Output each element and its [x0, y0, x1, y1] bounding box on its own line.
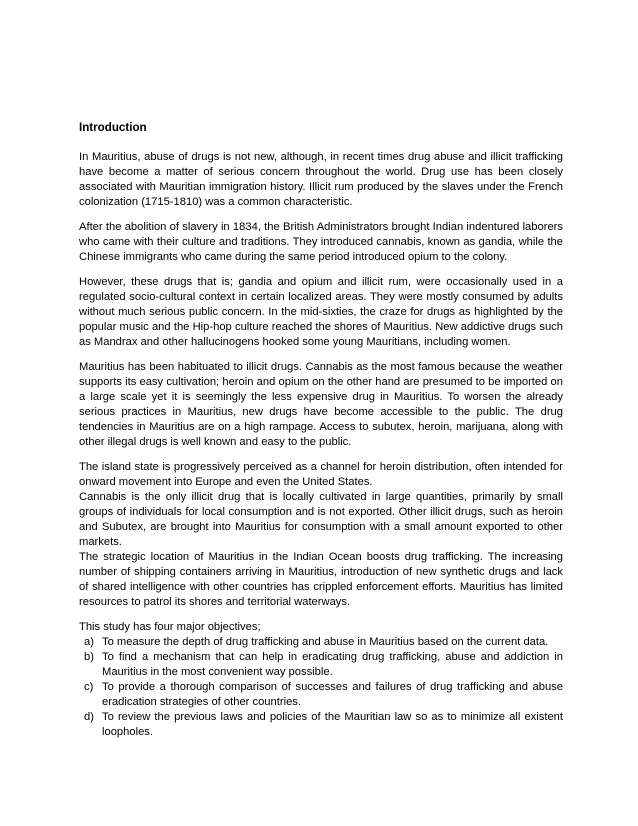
paragraph: Cannabis is the only illicit drug that is locally cultivated in large quantities, primarily by small groups of individuals for local consumption and is not exported. Other illicit drugs, such as heroin and Subutex, are brought into Mauritius for consumption with a small amount exported to other markets.	[79, 491, 563, 548]
list-marker: d)	[84, 711, 94, 723]
list-item	[79, 710, 563, 740]
list-item	[79, 635, 563, 650]
list-marker: a)	[84, 636, 94, 648]
list-marker: b)	[84, 651, 94, 663]
list-item-text: To measure the depth of drug trafficking and abuse in Mauritius based on the current data.	[102, 636, 549, 648]
paragraph: After the abolition of slavery in 1834, the British Administrators brought Indian indentured laborers who came with their culture and traditions. They introduced cannabis, known as gandia, while the Chinese immigrants who came during the same period introduced opium to the colony.	[79, 221, 563, 263]
list-item	[79, 680, 563, 710]
list-item	[79, 650, 563, 680]
document-body	[79, 120, 563, 740]
objectives-intro: This study has four major objectives;	[79, 621, 261, 633]
section-heading: Introduction	[79, 121, 147, 134]
list-item-text: To provide a thorough comparison of successes and failures of drug trafficking and abuse eradication strategies of other countries.	[102, 681, 563, 708]
paragraph: Mauritius has been habituated to illicit drugs. Cannabis as the most famous because the weather supports its easy cultivation; heroin and opium on the other hand are presumed to be imported on a large scale yet it is seemingly the less expensive drug in Mauritius. To worsen the already serious practices in Mauritius, new drugs have become accessible to the public. The drug tendencies in Mauritius are on a high rampage. Access to subutex, heroin, marijuana, along with other illegal drugs is well known and easy to the public.	[79, 361, 563, 448]
paragraph: In Mauritius, abuse of drugs is not new, although, in recent times drug abuse and illicit trafficking have become a matter of serious concern throughout the world. Drug use has been closely associated with Mauritian immigration history. Illicit rum produced by the slaves under the French colonization (1715-1810) was a common characteristic.	[79, 151, 563, 208]
paragraph: The strategic location of Mauritius in the Indian Ocean boosts drug trafficking. The increasing number of shipping containers arriving in Mauritius, introduction of new synthetic drugs and lack of shared intelligence with other countries has crippled enforcement efforts. Mauritius has limited resources to patrol its shores and territorial waterways.	[79, 551, 563, 608]
paragraph: However, these drugs that is; gandia and opium and illicit rum, were occasionally used in a regulated socio-cultural context in certain localized areas. They were mostly consumed by adults without much serious public concern. In the mid-sixties, the craze for drugs as highlighted by the popular music and the Hip-hop culture reached the shores of Mauritius. New addictive drugs such as Mandrax and other hallucinogens hooked some young Mauritians, including women.	[79, 276, 563, 348]
list-item-text: To find a mechanism that can help in eradicating drug trafficking, abuse and addiction in Mauritius in the most convenient way possible.	[102, 651, 563, 678]
list-item-text: To review the previous laws and policies of the Mauritian law so as to minimize all existent loopholes.	[102, 711, 563, 738]
objectives-list	[79, 635, 563, 740]
list-marker: c)	[84, 681, 94, 693]
paragraph: The island state is progressively perceived as a channel for heroin distribution, often intended for onward movement into Europe and even the United States.	[79, 461, 563, 488]
